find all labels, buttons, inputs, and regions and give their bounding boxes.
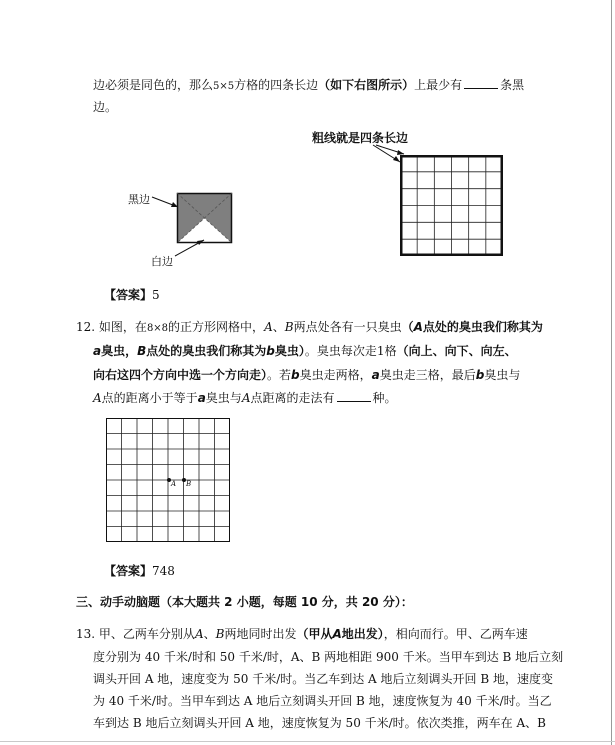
q12-text: 两点处各有一只臭虫	[293, 320, 402, 334]
q13-text: 、	[203, 627, 216, 641]
q12-number-value: 1	[376, 344, 385, 358]
q12-grid-size: 8×8	[146, 323, 169, 334]
q13-bold-text: （甲从	[296, 627, 333, 641]
q12-point-label: A	[241, 391, 251, 405]
q12-answer-value: 748	[152, 564, 175, 578]
q13-text: 两地同时出发	[224, 627, 297, 641]
q12-bold-text: 点处的臭虫我们称其为	[422, 320, 543, 334]
q13-line3: 调头开回 A 地，速度变为 50 千米/时。当乙车到达 A 地后立刻调头开回 B 地，速度变	[93, 672, 553, 686]
q12-text: 点距离的走法有	[250, 391, 335, 405]
q12-bold-text: （	[401, 320, 414, 334]
q12-point-label: A	[93, 391, 102, 405]
q12-line2	[93, 344, 517, 358]
q13-line5: 车到达 B 地后立刻调头开回 A 地，速度恢复为 50 千米/时。依次类推，两车在 A、B	[93, 716, 546, 730]
q13-number: 13.	[76, 627, 96, 641]
section-3-title: 三、动手动脑题（本大题共 2 小题，每题 10 分，共 20 分）：	[76, 595, 413, 609]
q12-line1	[76, 320, 543, 336]
q12-text: 点的距离小于等于	[101, 391, 198, 405]
q12-text: 如图，在	[98, 320, 147, 334]
q13-line2: 度分别为 40 千米/时和 50 千米/时，A、B 两地相距 900 千米。当甲车到达 B 地后立刻	[93, 650, 564, 664]
q12-text: 种。	[372, 391, 397, 405]
q11-answer-tag: 【答案】	[104, 288, 153, 302]
q11-figure-caption: 粗线就是四条长边	[312, 131, 409, 145]
q12-grid-label-b: B	[186, 480, 192, 488]
q12-bold-text: 臭虫）	[274, 344, 305, 358]
q12-line3	[93, 368, 520, 382]
q12-bug-label: a	[93, 344, 102, 358]
q13-line1	[76, 627, 528, 641]
q11-bold-text: （如下右图所示）	[318, 78, 415, 92]
q13-text: 甲、乙两车分别从	[98, 627, 195, 641]
q12-text: 格	[384, 344, 397, 358]
q12-text: 臭虫走三格，最后	[379, 368, 476, 382]
q13-line4: 为 40 千米/时。当甲车到达 A 地后立刻调头开回 B 地，速度恢复为 40 千米/时。当乙	[93, 694, 552, 708]
q12-bug-label: b	[475, 368, 485, 382]
q12-text: 臭虫走两格，	[299, 368, 372, 382]
q12-bold-text: 向右这四个方向中选一个方向走）	[93, 368, 268, 382]
q11-answer-value: 5	[152, 288, 160, 302]
q12-text: 、	[272, 320, 285, 334]
q11-text: 边必须是同色的，那么	[93, 78, 214, 92]
q12-point-label: A	[413, 320, 423, 334]
q12-number: 12.	[76, 320, 96, 334]
q11-grid-6x6	[400, 155, 503, 256]
q11-grid-size: 5×5	[213, 81, 235, 92]
q12-answer-blank[interactable]	[337, 390, 371, 402]
q12-text: 臭虫与	[484, 368, 521, 382]
q11-label-white-edge: 白边	[151, 255, 173, 268]
q12-point-label: B	[137, 344, 147, 358]
q13-point-label: A	[332, 627, 342, 641]
q12-bold-text: （向上、向下、向左、	[396, 344, 517, 358]
q12-line4	[93, 390, 397, 405]
q12-answer	[104, 562, 175, 579]
q12-text: 臭虫与	[205, 391, 242, 405]
q11-answer	[104, 286, 160, 303]
q12-text: 的正方形网格中，	[168, 320, 265, 334]
q12-bug-label: b	[266, 344, 275, 358]
q12-text: 。若	[267, 368, 292, 382]
q12-text: 。臭虫每次走	[304, 344, 377, 358]
q11-text: 边。	[93, 100, 118, 114]
q12-point-label: A	[264, 320, 273, 334]
q12-answer-tag: 【答案】	[104, 564, 153, 578]
q11-text: 上最少有	[414, 78, 463, 92]
q11-text: 方格的四条长边	[234, 78, 319, 92]
q12-bug-label: a	[197, 391, 206, 405]
q13-bold-text: 地出发）	[341, 627, 384, 641]
q12-grid-label-a: A	[171, 480, 177, 488]
q12-bold-text: 点处的臭虫我们称其为	[146, 344, 267, 358]
q11-text: 条黑	[500, 78, 525, 92]
q13-point-label: B	[215, 627, 225, 641]
q13-text: ，相向而行。甲、乙两车速	[383, 627, 528, 641]
q12-point-label: B	[284, 320, 294, 334]
q11-label-black-edge: 黑边	[128, 193, 150, 206]
q13-point-label: A	[194, 627, 204, 641]
q12-bug-label: b	[291, 368, 300, 382]
q12-bug-label: a	[371, 368, 380, 382]
q12-bold-text: 臭虫，	[101, 344, 138, 358]
